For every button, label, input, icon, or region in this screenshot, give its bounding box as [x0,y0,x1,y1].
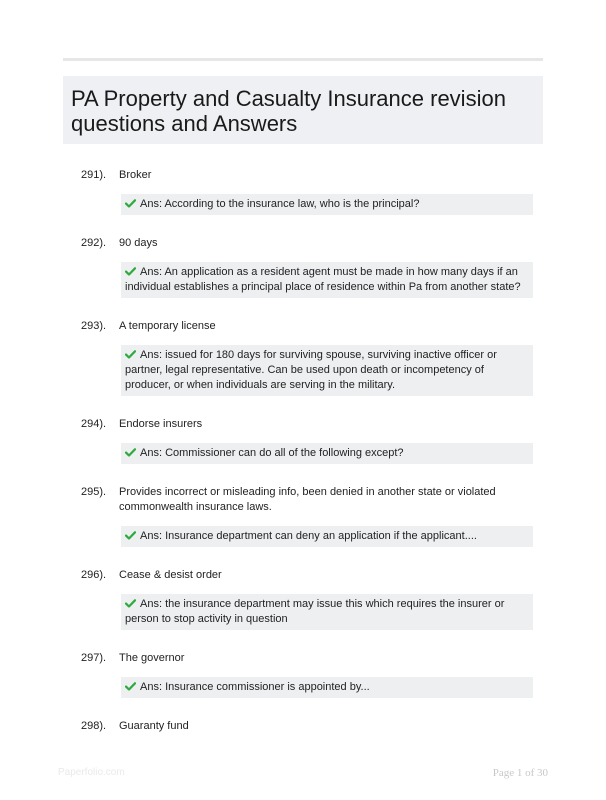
question-number: 295). [81,486,107,498]
answer-text: Ans: Insurance commissioner is appointed by... [140,681,370,693]
answer-box [121,443,533,464]
question-number: 296). [81,569,107,581]
checkmark-icon [125,448,136,457]
question-text: The governor [119,652,185,664]
answer-text: Ans: issued for 180 days for surviving spouse, surviving inactive officer or partner, legal representative. Can be used upon death or incompetency of producer, or when individuals are serving in the military. [125,349,497,391]
page-number: Page 1 of 30 [492,767,548,779]
page-title: PA Property and Casualty Insurance revision questions and Answers [71,86,506,136]
checkmark-icon [125,350,136,359]
answer-text: Ans: An application as a resident agent must be made in how many days if an individual establishes a principal place of residence within Pa from another state? [125,266,521,293]
answer-box [121,194,533,215]
qa-item [63,166,543,215]
checkmark-icon [125,531,136,540]
title-banner [63,76,543,144]
qa-item [63,415,543,464]
checkmark-icon [125,682,136,691]
checkmark-icon [125,199,136,208]
question-text: Provides incorrect or misleading info, been denied in another state or violated commonwealth insurance laws. [119,486,496,513]
question-number: 292). [81,237,107,249]
question-text: 90 days [119,237,158,249]
question-number: 294). [81,418,107,430]
question-number: 298). [81,720,107,732]
answer-text: Ans: Insurance department can deny an application if the applicant.... [140,530,477,542]
answer-text: Ans: Commissioner can do all of the following except? [140,447,404,459]
footer-watermark: Paperfolio.com [58,767,125,778]
answer-text: Ans: the insurance department may issue this which requires the insurer or person to stop activity in question [125,598,505,625]
qa-item [63,649,543,698]
answer-box [121,677,533,698]
top-divider [63,58,543,61]
question-number: 297). [81,652,107,664]
question-number: 293). [81,320,107,332]
checkmark-icon [125,599,136,608]
qa-list [63,166,543,753]
answer-box [121,262,533,298]
qa-item [63,234,543,298]
qa-item [63,717,543,734]
question-text: Endorse insurers [119,418,203,430]
checkmark-icon [125,267,136,276]
answer-box [121,345,533,396]
answer-text: Ans: According to the insurance law, who is the principal? [140,198,420,210]
question-text: Cease & desist order [119,569,222,581]
question-text: Guaranty fund [119,720,189,732]
qa-item [63,483,543,547]
answer-box [121,526,533,547]
question-text: Broker [119,169,152,181]
answer-box [121,594,533,630]
qa-item [63,566,543,630]
qa-item [63,317,543,396]
question-text: A temporary license [119,320,216,332]
question-number: 291). [81,169,107,181]
